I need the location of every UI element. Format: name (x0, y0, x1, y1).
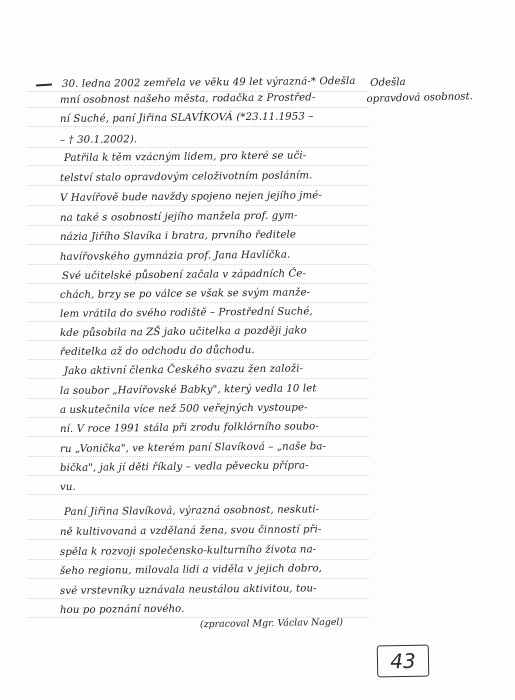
side-note (366, 73, 497, 108)
side-note-line: opravdová osobnost. (366, 91, 474, 105)
handwritten-line: Paní Jiřina Slavíková, výrazná osobnost, neskuti- (63, 504, 320, 518)
handwritten-line: havířovského gymnázia prof. Jana Havlíčka. (59, 249, 291, 263)
handwritten-line: ní Suché, paní Jiřina SLAVÍKOVÁ (*23.11.1953 – (59, 111, 314, 125)
handwritten-line: Své učitelské působení začala v západních Če- (61, 268, 307, 282)
page-number-box (377, 645, 430, 678)
handwritten-line: chách, brzy se po válce se však se svým manže- (59, 287, 311, 301)
handwritten-line: a uskutečnila více než 500 veřejných vystoupe- (59, 402, 308, 416)
handwritten-line: telství stalo opravdovým celoživotním posláním. (59, 170, 313, 184)
handwritten-line: spěla k rozvoji společensko-kulturního života na- (59, 544, 317, 558)
handwritten-line: hou po poznání nového. (59, 603, 185, 616)
side-note-line: Odešla (370, 76, 406, 89)
handwritten-line: la soubor „Havířovské Babky", který vedla 10 let (59, 383, 317, 397)
bullet-dash (36, 83, 52, 86)
handwritten-line: vu. (59, 481, 76, 493)
handwritten-line: Patřila k těm vzácným lidem, pro které se uči- (63, 150, 307, 164)
handwritten-line: V Havířově bude navždy spojeno nejen jejího jmé- (59, 190, 322, 204)
handwritten-line: ředitelka až do odchodu do důchodu. (59, 344, 255, 358)
author-signature: (zpracoval Mgr. Václav Nagel) (199, 616, 344, 631)
handwritten-line: mní osobnost našeho města, rodačka z Prostřed- (59, 92, 316, 106)
handwritten-line: ní. V roce 1991 stála při zrodu folklórního soubo- (59, 421, 319, 435)
handwritten-line: 30. ledna 2002 zemřela ve věku 49 let výrazná-* Odešla (61, 75, 356, 90)
handwritten-line: lem vrátila do svého rodiště – Prostřední Suché, (59, 306, 313, 320)
page-number: 43 (390, 648, 416, 674)
handwritten-line: na také s osobností jejího manžela prof. gym- (59, 210, 298, 224)
handwritten-line: – † 30.1.2002). (59, 134, 138, 146)
handwritten-line: své vrstevníky uznávala neustálou aktivitou, tou- (59, 583, 317, 597)
handwritten-line: názia Jiřího Slavíka i bratra, prvního ředitele (59, 229, 296, 243)
handwritten-line: bička", jak jí děti říkaly – vedla pěvecku přípra- (59, 460, 309, 474)
handwritten-line: kde působila na ZŠ jako učitelka a později jako (59, 325, 307, 339)
handwritten-line: Jako aktivní členka Českého svazu žen založi- (63, 363, 304, 377)
handwritten-line: ně kultivovaná a vzdělaná žena, svou činností při- (59, 524, 322, 538)
handwritten-line: šeho regionu, milovala lidi a viděla v jejich dobro, (59, 563, 323, 577)
handwritten-line: ru „Vonička", ve kterém paní Slavíková – „naše ba- (59, 441, 327, 455)
